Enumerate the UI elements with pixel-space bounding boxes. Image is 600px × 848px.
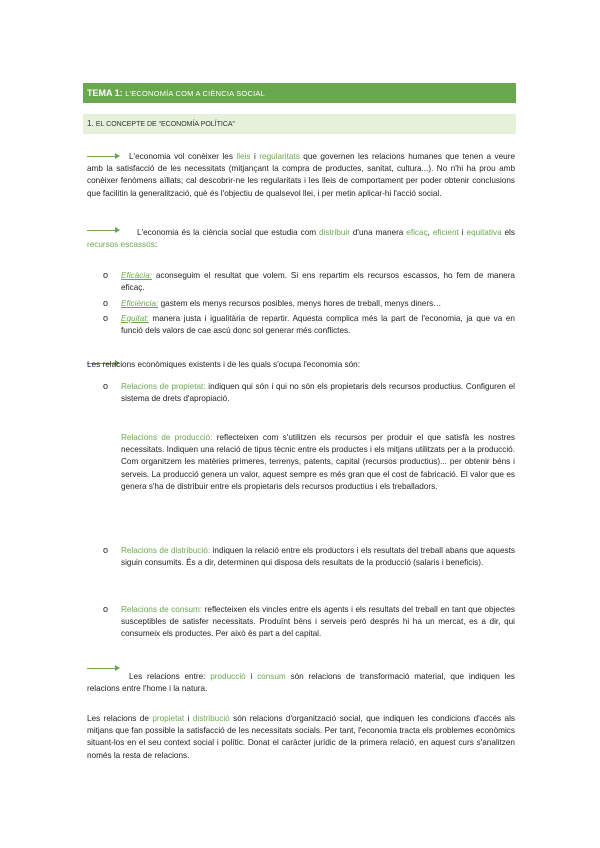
keyword: propietat xyxy=(152,714,185,723)
term: Equitat: xyxy=(121,314,149,323)
text: d'una manera xyxy=(349,228,407,237)
list-item-produccio xyxy=(121,432,515,493)
bullet-icon: o xyxy=(103,270,109,280)
text: L'economia és la ciència social que estudia com xyxy=(137,228,319,237)
keyword: consum xyxy=(257,672,286,681)
text: : xyxy=(154,240,158,250)
text: reflecteixen com s'utilitzen els recursos per produir el que satisfà les nostres necessitats. Indiquen una relació de tipus tècnic entre els productes i els mitjans utilitzats per a la producció. Com organitzem les matèries primeres, terrenys, patents, capital (recursos productius)... per obtenir béns i serveis. La producció genera un valor, aquest sempre es més gran que el cost de fabricació. El valor que es genera s'ha de distribuir entre els propietaris dels recursos productius i els treballadors. xyxy=(121,433,515,491)
paragraph-relacions xyxy=(87,359,515,371)
paragraph-produccio-consum xyxy=(87,671,515,695)
chapter-title: L'ECONOMÍA COM A CIÈNCIA SOCIAL xyxy=(125,89,265,98)
text: reflecteixen els vincles entre els agents i els resultats del treball en tant que objectes susceptibles de satisfer necessitats. Produïnt béns i serveis però després hi ha un mercat, es a dir, qui consumeix els productes. Per això és part a del capital. xyxy=(121,605,515,639)
term: Eficiència: xyxy=(121,299,159,308)
text: indiquen la relació entre els productors i els resultats del treball abans que aquests siguin consumits. És a dir, determinen qui disposa dels resultats de la producció (salaris i beneficis). xyxy=(121,546,515,568)
bullet-icon: o xyxy=(103,313,109,323)
text: L'economia vol conèixer les xyxy=(129,152,237,161)
list-item-eficacia xyxy=(121,270,515,294)
text: i xyxy=(250,152,260,161)
text: gastem els menys recursos posibles, menys hores de treball, menys diners… xyxy=(158,299,442,308)
text: , xyxy=(427,228,433,237)
section-heading xyxy=(83,114,516,134)
term: Relacions de distribució: xyxy=(121,546,211,555)
chapter-number: TEMA 1: xyxy=(87,88,123,98)
text: que governen les relacions humanes que tenen a veure amb la satisfacció de les necessitats (mitjançant la compra de productes, sanitat, cultura...). No n'hi ha prou amb conèixer fenòmens aïllats; cal descobrir-ne les regularitats i les lleis de comportament per poder obtenir conclusions que facilitin la generalització, què és l'objectiu de qualsevol llei, i per metin aplicar-hi l'acció social. xyxy=(87,152,515,198)
keyword: producció xyxy=(210,672,246,681)
list-item-equitat xyxy=(121,313,515,337)
keyword: lleis xyxy=(236,152,251,161)
section-number: 1. xyxy=(87,119,94,128)
chapter-title-bar xyxy=(83,83,516,103)
text: manera justa i igualitària de repartir. Aquesta complica més la part de l'economia, ja que va en funció dels valors de cae ascú donc sol generar més conflictes. xyxy=(121,314,515,336)
paragraph-definition xyxy=(87,227,515,251)
list-item-consum xyxy=(121,604,515,641)
text: i xyxy=(458,228,467,237)
paragraph-propietat-distribucio xyxy=(87,713,515,762)
term: Relacions de producció: xyxy=(121,433,213,442)
bullet-icon: o xyxy=(103,545,109,555)
text: Les relacions entre: xyxy=(129,672,211,681)
keyword: recursos escassos xyxy=(87,240,155,250)
text: aconseguim el resultat que volem. Si ens repartim els recursos escassos, ho fem de manera eficaç. xyxy=(121,271,515,293)
paragraph-lleis xyxy=(87,151,515,200)
list-item-propietat xyxy=(121,381,515,405)
bullet-icon: o xyxy=(103,381,109,391)
list-item-eficiencia xyxy=(121,298,515,310)
text: i xyxy=(184,714,193,723)
keyword: distribució xyxy=(192,714,230,723)
keyword: equitativa xyxy=(466,228,502,237)
keyword: distribuir xyxy=(319,228,350,237)
bullet-icon: o xyxy=(103,298,109,308)
text: els xyxy=(501,228,515,237)
text: són relacions d'organització social, que indiquen les condicions d'accés als mitjans que fan possible la satisfacció de les necessitats socials. Per tant, l'economia tracta els problemes econòmics situant-los en el seu context social i polític. Donat el caràcter jurídic de la primera relació, en aquest curs s'analitzen només la resta de relacions. xyxy=(87,714,515,760)
term: Eficàcia: xyxy=(121,271,152,280)
text: i xyxy=(245,672,258,681)
keyword: regularitats xyxy=(259,152,300,161)
arrow-icon xyxy=(87,668,119,669)
text: són relacions de transformació material, que indiquen les relacions entre l'home i la natura. xyxy=(87,672,516,694)
keyword: eficient xyxy=(432,228,459,237)
text: Les relacions de xyxy=(87,714,153,723)
term: Relacions de consum: xyxy=(121,605,203,614)
text: indiquen qui són i qui no són els propietaris dels recursos productius. Configuren el sistema de drets d'apropiació. xyxy=(121,382,516,404)
term: Relacions de propietat: xyxy=(121,382,206,391)
keyword: eficaç xyxy=(406,228,428,237)
list-item-distribucio xyxy=(121,545,515,569)
bullet-icon: o xyxy=(103,604,109,614)
text: Les relacions econòmiques existents i de les quals s'ocupa l'economia són: xyxy=(87,360,361,369)
section-title: EL CONCEPTE DE “ECONOMÍA POLÍTICA” xyxy=(95,121,235,128)
